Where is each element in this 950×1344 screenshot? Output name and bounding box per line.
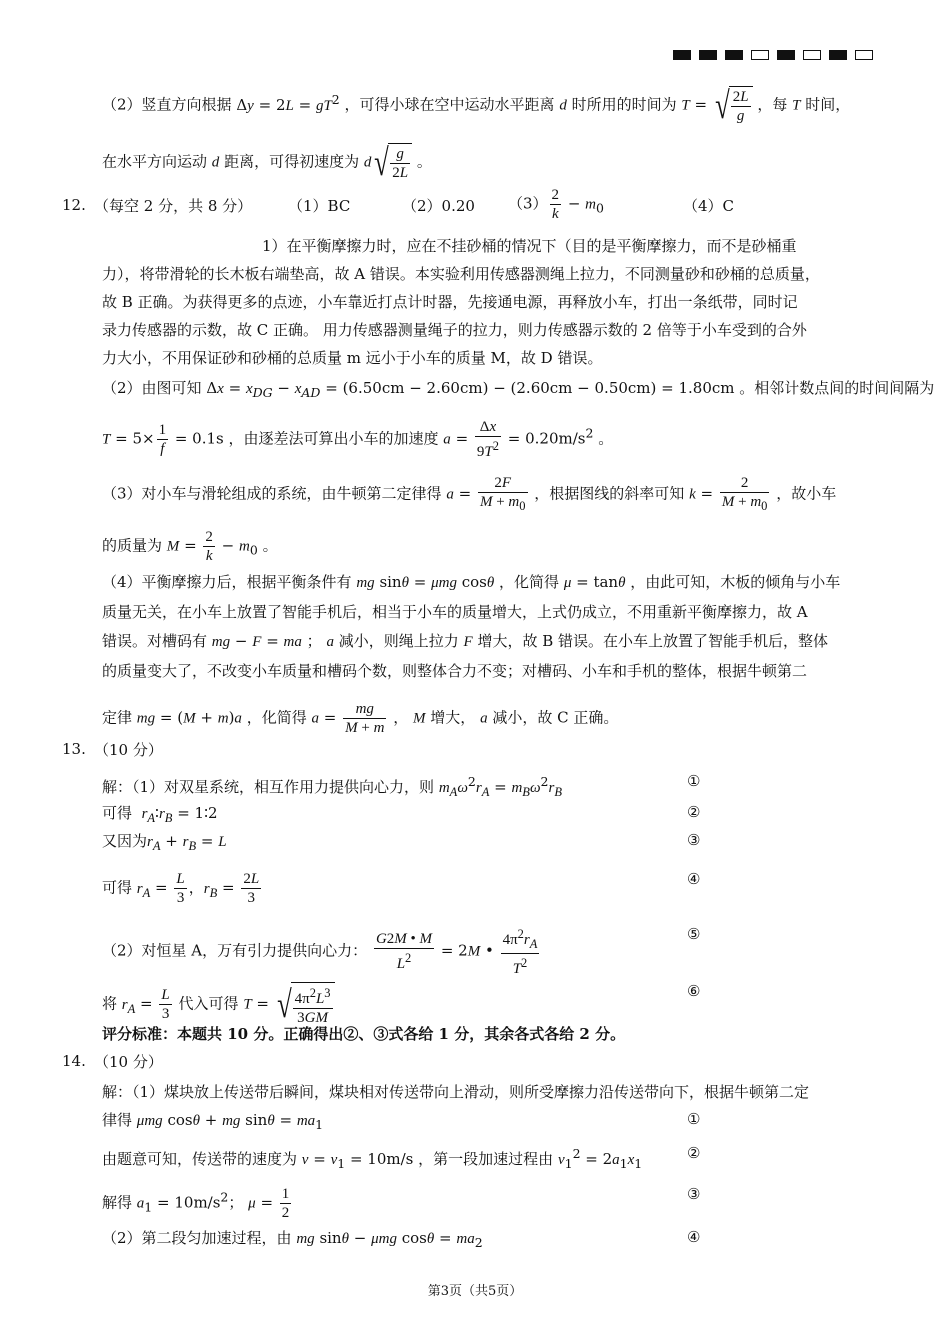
q12-p1-line2: 力），将带滑轮的长木板右端垫高，故 A 错误。本实验利用传感器测绳上拉力，不同测量砂和砂桶的总质量， [102, 265, 820, 283]
q13-mark2: ② [687, 803, 701, 821]
q14-score: （10 分） [94, 1053, 163, 1071]
q11-line2: 在水平方向运动 d 距离，可得初速度为 d √ $\frac{g}{2L}$ 。 [102, 141, 432, 184]
q13-mark4: ④ [687, 870, 701, 888]
q14-mark2: ② [687, 1144, 701, 1162]
q12-p3-line1: （3）对小车与滑轮组成的系统，由牛顿第二定律得 a = $\frac{2F}{M + m_0}$ ，根据图线的斜率可知 k = $\frac{2}{M + m_0}$ ，故小车 [102, 475, 837, 513]
q12-p1-line5: 力大小，不用保证砂和砂桶的总质量 m 远小于小车的质量 M，故 D 错误。 [102, 349, 603, 367]
q12-number: 12. [62, 196, 86, 214]
header-square-5 [803, 50, 821, 60]
header-square-0 [673, 50, 691, 60]
page-footer: 第3页（共5页） [427, 1284, 523, 1299]
q12-p2-line1: （2）由图可知 $\Delta x = x_{DG} - x_{AD} = (6.50cm - 2.60cm) - (2.60cm - 0.50cm) = 1.80cm$ 。相邻计数点间的时间间隔为 [102, 379, 935, 400]
header-square-2 [725, 50, 743, 60]
q12-p1-line3: 故 B 正确。为获得更多的点迹，小车靠近打点计时器，先接通电源，再释放小车，打出一条纸带，同时记 [102, 293, 798, 311]
header-square-7 [855, 50, 873, 60]
q13-number: 13. [62, 740, 86, 758]
header-square-4 [777, 50, 795, 60]
q14-line4: 解得 $a_1 = 10m/s^2$； μ = $\frac{1}{2}$ [102, 1186, 290, 1221]
q12-p1-line1: 1）在平衡摩擦力时，应在不挂砂桶的情况下（目的是平衡摩擦力，而不是砂桶重 [262, 237, 797, 255]
q12-p1-line4: 录力传感器的示数，故 C 正确。 用力传感器测量绳子的拉力，则力传感器示数的 2 倍等于小车受到的合外 [102, 321, 807, 339]
q13-line5: （2）对恒星 A，万有引力提供向心力： $\frac{G2M • M}{L^2}$ = 2M • $\frac{4\pi^2r_A}{T^2}$ [102, 927, 538, 977]
q12-ans3: （3） $\frac{2}{k}$ − $m_0$ [508, 187, 604, 222]
q12-p4-line4: 的质量变大了，不改变小车质量和槽码个数，则整体合力不变；对槽码、小车和手机的整体，根据牛顿第二 [102, 662, 808, 680]
q13-score: （10 分） [94, 741, 163, 759]
header-square-1 [699, 50, 717, 60]
q12-ans2: （2）0.20 [402, 197, 475, 215]
q13-line6: 将 $r_A$ = $\frac{L}{3}$ 代入可得 T = √ $\frac{4\pi^2L^3}{3GM}$ [102, 982, 335, 1027]
header-marks [673, 50, 873, 60]
q13-grading: 评分标准：本题共 10 分。正确得出②、③式各给 1 分，其余各式各给 2 分。 [102, 1025, 626, 1043]
q12-p3-line2: 的质量为 M = $\frac{2}{k}$ − $m_0$ 。 [102, 529, 278, 564]
q13-mark6: ⑥ [687, 982, 701, 1000]
q13-line3: 又因为$r_A + r_B = L$ [102, 832, 227, 853]
q13-line2: 可得 $r_A∶r_B$ = 1∶2 [102, 804, 218, 825]
q13-mark3: ③ [687, 831, 701, 849]
q12-p2-line2: T = 5× $\frac{1}{f}$ = 0.1s ，由逐差法可算出小车的加速度 a = $\frac{\Delta x}{9T^2}$ = $0.20m/s^2$ 。 [102, 419, 614, 460]
q14-line2: 律得 μmg cosθ + mg $\sin\theta = ma_1$ [102, 1111, 324, 1132]
q13-mark5: ⑤ [687, 925, 701, 943]
q12-ans4: （4）C [683, 197, 735, 215]
q14-mark1: ① [687, 1110, 701, 1128]
header-square-3 [751, 50, 769, 60]
q12-p4-line2: 质量无关，在小车上放置了智能手机后，相当于小车的质量增大，上式仍成立，不用重新平衡摩擦力，故 A [102, 603, 808, 621]
q12-p4-line3: 错误。对槽码有 mg − F = ma ； a 减小，则绳上拉力 F 增大，故 B 错误。在小车上放置了智能手机后，整体 [102, 632, 829, 650]
q11-line1: （2）竖直方向根据 $\Delta y = 2L = gT^2$ ，可得小球在空中运动水平距离 d 时所用的时间为 T = √ $\frac{2L}{g}$ ，每 T 时间， [102, 84, 851, 127]
q14-mark3: ③ [687, 1185, 701, 1203]
q13-line1: 解：（1）对双星系统，相互作用力提供向心力，则 $m_A\omega^2r_A = m_B\omega^2r_B$ [102, 774, 562, 799]
q13-mark1: ① [687, 772, 701, 790]
q14-line1: 解：（1）煤块放上传送带后瞬间，煤块相对传送带向上滑动，则所受摩擦力沿传送带向下，根据牛顿第二定 [102, 1083, 810, 1101]
q14-line3: 由题意可知，传送带的速度为 $v = v_1 = 10m/s$ ，第一段加速过程由 $v_1^2 = 2a_1x_1$ [102, 1146, 643, 1171]
header-square-6 [829, 50, 847, 60]
q12-p4-line5: 定律 mg = (M + m)a ，化简得 a = $\frac{mg}{M + m}$ ， M 增大， a 减小，故 C 正确。 [102, 701, 619, 736]
q12-p4-line1: （4）平衡摩擦力后，根据平衡条件有 mg sinθ = μmg cosθ ，化简得 μ = tanθ ，由此可知，木板的倾角与小车 [102, 573, 841, 591]
q14-line5: （2）第二段匀加速过程，由 mg sinθ − μmg $\cos\theta = ma_2$ [102, 1229, 483, 1250]
q13-line4: 可得 $r_A$ = $\frac{L}{3}$ ，$r_B$ = $\frac{2L}{3}$ [102, 871, 260, 906]
q14-number: 14. [62, 1052, 86, 1070]
q12-score: （每空 2 分，共 8 分） [94, 197, 253, 215]
q12-ans1: （1）BC [288, 197, 351, 215]
q14-mark4: ④ [687, 1228, 701, 1246]
